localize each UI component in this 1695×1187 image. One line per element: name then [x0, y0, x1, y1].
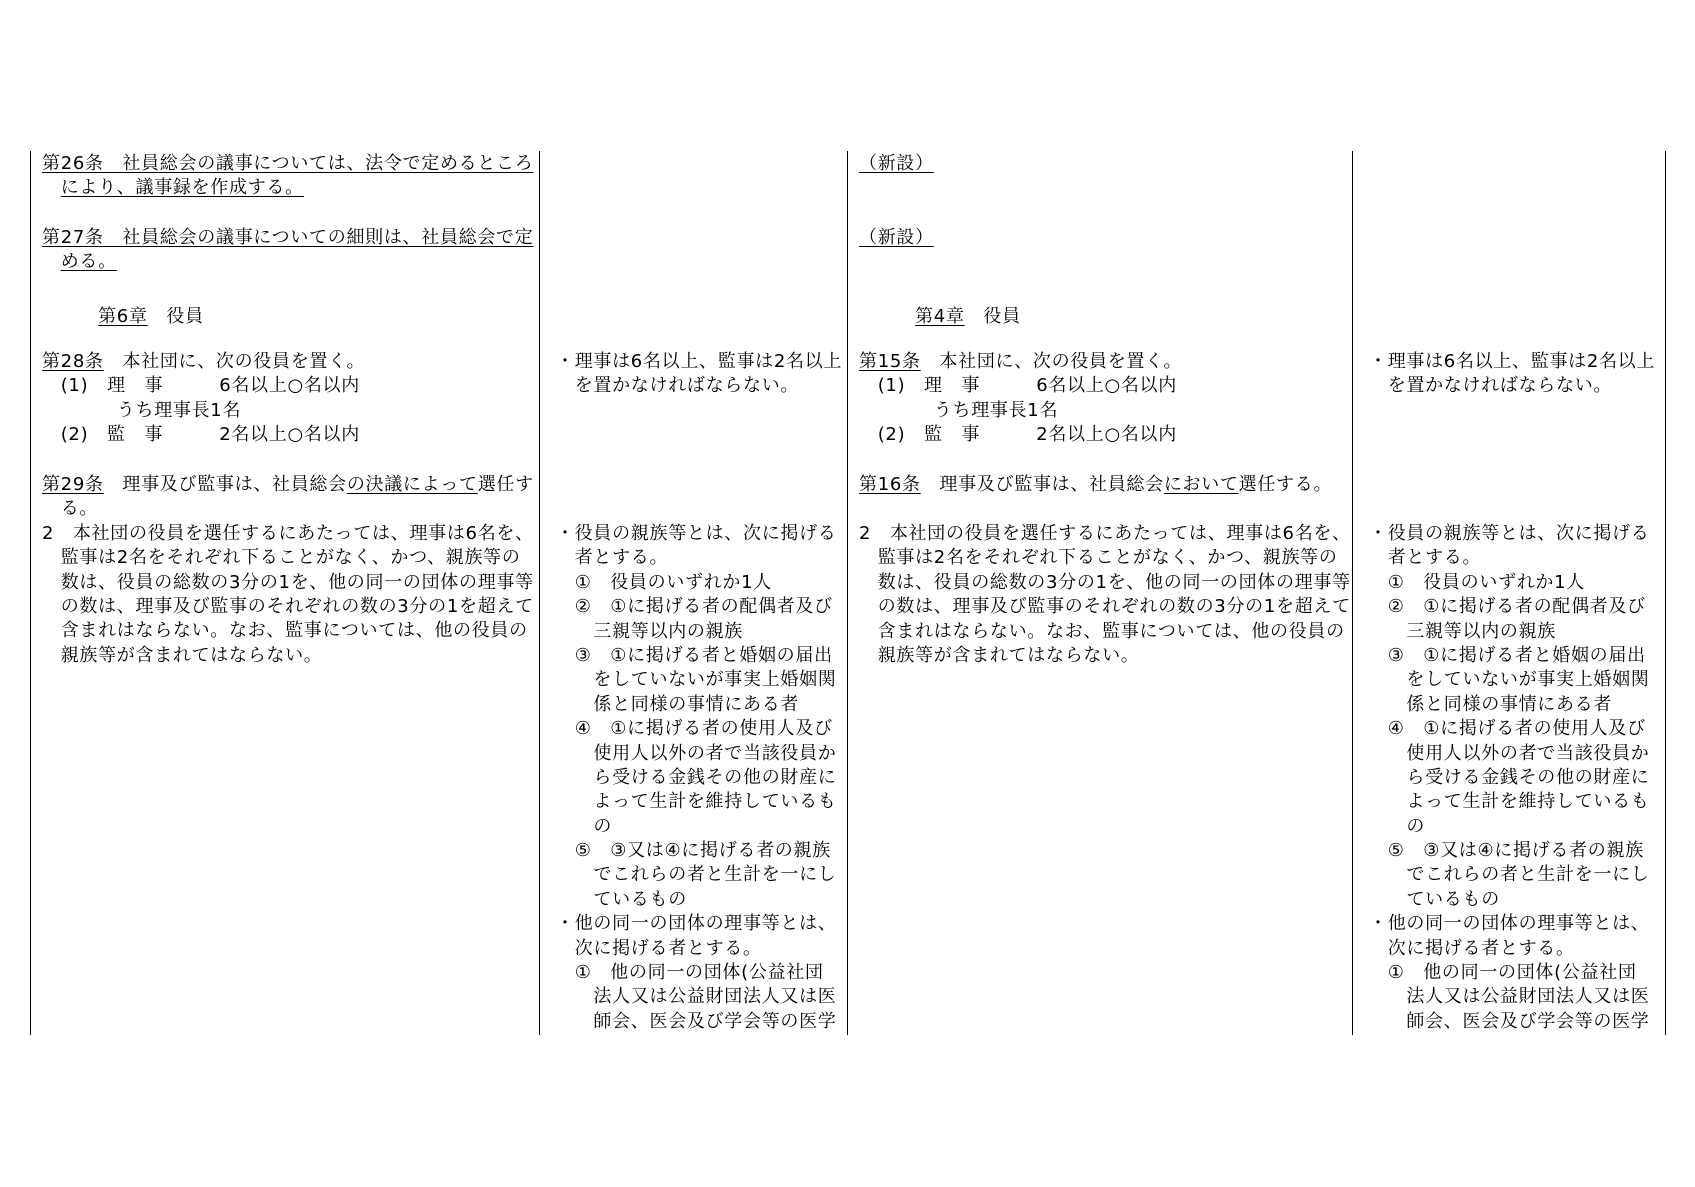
text-segment: うち理事長1名 [42, 399, 242, 421]
text-line [42, 595, 534, 619]
text-line [556, 644, 837, 668]
text-segment: 理事及び監事は、社員総会 [920, 474, 1164, 495]
underlined-text: 第6章 [98, 306, 148, 327]
text-block [859, 152, 934, 176]
text-segment [42, 177, 61, 198]
text-segment: 役員 [964, 306, 1021, 327]
text-segment [42, 251, 61, 272]
text-line [556, 742, 837, 766]
underlined-text: 第4章 [915, 306, 965, 327]
text-segment: うち理事長1名 [859, 399, 1059, 421]
text-block [556, 522, 837, 1034]
text-block [859, 473, 1332, 497]
text-line [1369, 937, 1650, 961]
text-segment: の数は、理事及び監事のそれぞれの数の3分の1を超えて [859, 596, 1351, 618]
text-segment: る。 [42, 498, 99, 520]
column-divider [1352, 151, 1353, 1035]
text-line [556, 766, 837, 790]
text-line [1369, 815, 1650, 839]
table-border-right [1665, 151, 1666, 1035]
underlined-text: 第16条 [859, 474, 921, 495]
underlined-text: により、議事録を作成する。 [60, 177, 304, 199]
text-line [556, 790, 837, 814]
underlined-text: 第26条 社員総会の議事については、法令で定めるところ [42, 153, 534, 174]
text-segment: 含まれはならない。なお、監事については、他の役員の [42, 620, 528, 642]
text-segment: ① 他の同一の団体(公益社団 [556, 962, 824, 984]
text-line [1369, 374, 1655, 398]
text-segment: 次に掲げる者とする。 [556, 937, 762, 959]
text-line [859, 522, 1351, 546]
text-line [556, 546, 837, 570]
text-line [1369, 571, 1650, 595]
text-line [42, 374, 365, 398]
text-line [42, 644, 534, 668]
text-segment: 数は、役員の総数の3分の1を、他の同一の団体の理事等 [859, 571, 1351, 593]
text-line [42, 423, 365, 447]
text-line [859, 644, 1351, 668]
text-line [556, 937, 837, 961]
text-segment: ているもの [1369, 888, 1500, 910]
text-segment: をしていないが事実上婚姻関 [556, 669, 837, 691]
text-segment: ・役員の親族等とは、次に掲げる [1369, 523, 1650, 544]
underlined-text: 第29条 [42, 474, 104, 495]
text-line [1369, 693, 1650, 717]
text-segment: ③ ①に掲げる者と婚姻の届出 [1369, 644, 1646, 666]
text-line [42, 305, 204, 329]
column-divider [539, 151, 540, 1035]
text-segment: よって生計を維持しているも [556, 791, 837, 813]
text-segment: ② ①に掲げる者の配偶者及び [1369, 596, 1646, 618]
text-line [42, 571, 534, 595]
text-line [1369, 839, 1650, 863]
text-block [859, 226, 934, 250]
text-segment: ④ ①に掲げる者の使用人及び [1369, 718, 1646, 740]
text-line [556, 839, 837, 863]
text-line [1369, 546, 1650, 570]
text-line [42, 152, 533, 176]
underlined-text: （新設） [859, 153, 934, 174]
underlined-text: める。 [60, 251, 117, 273]
text-line [859, 546, 1351, 570]
text-line [1369, 888, 1650, 912]
text-segment: 師会、医会及び学会等の医学 [1369, 1010, 1650, 1032]
text-line [42, 399, 365, 423]
text-segment: 選任する。 [1238, 474, 1333, 495]
underlined-text: 第27条 社員総会の議事についての細則は、社員総会で定 [42, 227, 534, 248]
text-line [42, 473, 534, 497]
text-line [859, 571, 1351, 595]
text-line [1369, 912, 1650, 936]
text-segment: ⑤ ③又は④に掲げる者の親族 [1369, 840, 1644, 862]
text-segment: 親族等が含まれてはならない。 [42, 644, 323, 666]
text-segment: 含まれはならない。なお、監事については、他の役員の [859, 620, 1345, 642]
text-line [1369, 620, 1650, 644]
text-line [42, 350, 365, 374]
text-segment: ① 他の同一の団体(公益社団 [1369, 962, 1637, 984]
text-segment: 2 本社団の役員を選任するにあたっては、理事は6名を、 [42, 522, 534, 544]
text-line [859, 374, 1182, 398]
text-segment: よって生計を維持しているも [1369, 791, 1650, 813]
text-line [556, 668, 837, 692]
text-line [1369, 644, 1650, 668]
text-line [556, 350, 842, 374]
text-line [1369, 522, 1650, 546]
text-segment: 師会、医会及び学会等の医学 [556, 1010, 837, 1032]
text-segment: ③ ①に掲げる者と婚姻の届出 [556, 644, 833, 666]
text-line [556, 985, 837, 1009]
text-line [556, 888, 837, 912]
text-segment: 親族等が含まれてはならない。 [859, 644, 1140, 666]
text-block [42, 305, 204, 329]
text-line [556, 571, 837, 595]
text-segment: 使用人以外の者で当該役員か [556, 742, 837, 764]
text-line [1369, 985, 1650, 1009]
text-segment: ④ ①に掲げる者の使用人及び [556, 718, 833, 740]
text-segment: ・理事は6名以上、監事は2名以上 [1369, 351, 1656, 372]
text-line [42, 176, 533, 200]
text-segment: 数は、役員の総数の3分の1を、他の同一の団体の理事等 [42, 571, 534, 593]
text-line [42, 619, 534, 643]
text-line [1369, 595, 1650, 619]
text-line [556, 717, 837, 741]
text-line [42, 250, 533, 274]
text-segment: 次に掲げる者とする。 [1369, 937, 1575, 959]
text-line [859, 399, 1182, 423]
text-segment: ・理事は6名以上、監事は2名以上 [556, 351, 843, 372]
text-line [859, 423, 1182, 447]
text-segment: 監事は2名をそれぞれ下ることがなく、かつ、親族等の [859, 547, 1338, 569]
text-line [859, 152, 934, 176]
text-block [859, 305, 1021, 329]
text-line [1369, 766, 1650, 790]
text-block [42, 473, 534, 668]
text-segment [42, 306, 98, 327]
text-line [1369, 1010, 1650, 1034]
text-line [859, 350, 1182, 374]
text-segment: 役員 [147, 306, 204, 327]
text-line [1369, 863, 1650, 887]
text-segment: (2) 監 事 2名以上○名以内 [42, 424, 360, 446]
text-line [42, 522, 534, 546]
text-line [556, 522, 837, 546]
text-block [42, 350, 365, 448]
text-segment: ・他の同一の団体の理事等とは、 [1369, 913, 1650, 935]
text-segment: (2) 監 事 2名以上○名以内 [859, 424, 1177, 446]
text-line [556, 374, 842, 398]
text-segment: ・他の同一の団体の理事等とは、 [556, 913, 837, 935]
text-segment: 本社団に、次の役員を置く。 [920, 351, 1183, 372]
text-line [859, 595, 1351, 619]
text-segment: ら受ける金銭その他の財産に [1369, 766, 1650, 788]
text-line [42, 497, 534, 521]
text-segment: を置かなければならない。 [556, 375, 800, 397]
text-segment: 法人又は公益財団法人又は医 [556, 986, 837, 1008]
underlined-text: 第28条 [42, 351, 104, 372]
text-line [556, 863, 837, 887]
text-segment: の数は、理事及び監事のそれぞれの数の3分の1を超えて [42, 595, 534, 617]
text-line [556, 693, 837, 717]
text-segment: 使用人以外の者で当該役員か [1369, 742, 1650, 764]
underlined-text: の決議によって [346, 474, 478, 495]
text-block [859, 522, 1351, 668]
text-segment: 法人又は公益財団法人又は医 [1369, 986, 1650, 1008]
text-segment: 監事は2名をそれぞれ下ることがなく、かつ、親族等の [42, 547, 521, 569]
text-segment: 三親等以内の親族 [556, 620, 743, 642]
text-segment: (1) 理 事 6名以上○名以内 [42, 375, 360, 397]
text-line [1369, 350, 1655, 374]
text-line [556, 912, 837, 936]
text-segment: ② ①に掲げる者の配偶者及び [556, 596, 833, 618]
text-block [556, 350, 842, 399]
text-segment: でこれらの者と生計を一にし [556, 864, 837, 886]
text-segment: 三親等以内の親族 [1369, 620, 1556, 642]
table-border-left [30, 151, 31, 1035]
text-block [1369, 350, 1655, 399]
text-segment: ているもの [556, 888, 687, 910]
text-segment [859, 306, 915, 327]
text-segment: 本社団に、次の役員を置く。 [103, 351, 366, 372]
text-segment: 係と同様の事情にある者 [1369, 693, 1613, 715]
text-line [1369, 961, 1650, 985]
text-segment: (1) 理 事 6名以上○名以内 [859, 375, 1177, 397]
text-line [1369, 790, 1650, 814]
text-segment: 理事及び監事は、社員総会 [103, 474, 347, 495]
text-line [859, 305, 1021, 329]
text-line [556, 1010, 837, 1034]
text-segment: ⑤ ③又は④に掲げる者の親族 [556, 840, 831, 862]
text-segment: 選任す [477, 474, 534, 495]
text-segment: の [1369, 815, 1426, 837]
text-line [556, 815, 837, 839]
text-segment: ① 役員のいずれか1人 [556, 571, 772, 593]
text-line [859, 226, 934, 250]
text-block [42, 226, 533, 275]
text-line [556, 620, 837, 644]
text-line [42, 226, 533, 250]
text-line [1369, 717, 1650, 741]
underlined-text: 第15条 [859, 351, 921, 372]
text-block [42, 152, 533, 201]
text-segment: 2 本社団の役員を選任するにあたっては、理事は6名を、 [859, 523, 1351, 544]
text-line [1369, 668, 1650, 692]
text-segment: 者とする。 [1369, 547, 1482, 569]
text-segment: の [556, 815, 613, 837]
text-block [1369, 522, 1650, 1034]
text-segment: でこれらの者と生計を一にし [1369, 864, 1650, 886]
underlined-text: において [1163, 474, 1239, 495]
text-line [556, 595, 837, 619]
text-segment: をしていないが事実上婚姻関 [1369, 669, 1650, 691]
text-segment: 係と同様の事情にある者 [556, 693, 800, 715]
underlined-text: （新設） [859, 227, 934, 248]
text-segment: ・役員の親族等とは、次に掲げる [556, 523, 837, 544]
text-line [859, 473, 1332, 497]
text-segment: ら受ける金銭その他の財産に [556, 766, 837, 788]
text-line [1369, 742, 1650, 766]
text-line [859, 620, 1351, 644]
text-block [859, 350, 1182, 448]
text-segment: ① 役員のいずれか1人 [1369, 571, 1585, 593]
text-segment: を置かなければならない。 [1369, 375, 1613, 397]
text-line [556, 961, 837, 985]
text-segment: 者とする。 [556, 547, 669, 569]
column-divider [847, 151, 848, 1035]
text-line [42, 546, 534, 570]
